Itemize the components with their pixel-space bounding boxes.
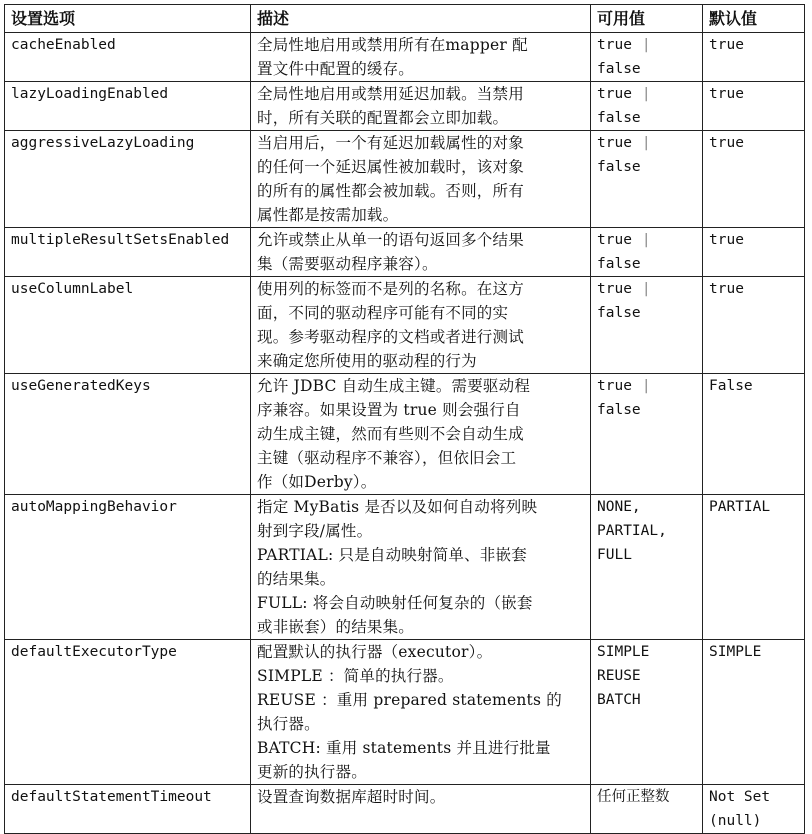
value-text: true xyxy=(597,135,632,151)
table-row xyxy=(5,82,805,131)
value-line xyxy=(597,252,696,276)
default-line: SIMPLE xyxy=(709,644,762,660)
description-line: 或非嵌套）的结果集。 xyxy=(257,618,415,636)
setting-values xyxy=(591,374,703,495)
value-separator: | xyxy=(641,281,651,297)
description-line: FULL: 将会自动映射任何复杂的（嵌套 xyxy=(257,594,533,612)
value-text: FULL xyxy=(597,547,632,563)
value-line xyxy=(597,785,696,809)
setting-description xyxy=(251,33,591,82)
settings-table xyxy=(4,4,805,834)
value-separator: | xyxy=(641,86,651,102)
description-line: 全局性地启用或禁用延迟加载。当禁用 xyxy=(257,85,524,103)
table-row xyxy=(5,640,805,785)
setting-description xyxy=(251,82,591,131)
value-text: NONE, xyxy=(597,499,641,515)
default-line: true xyxy=(709,135,744,151)
description-line: REUSE ：重用 prepared statements 的 xyxy=(257,691,562,709)
value-text: PARTIAL, xyxy=(597,523,667,539)
value-line xyxy=(597,131,696,155)
value-text: true xyxy=(597,232,632,248)
setting-values xyxy=(591,785,703,834)
table-row xyxy=(5,228,805,277)
setting-default xyxy=(703,277,805,374)
description-line: 置文件中配置的缓存。 xyxy=(257,60,415,78)
value-text: false xyxy=(597,159,641,175)
value-line xyxy=(597,33,696,57)
setting-description xyxy=(251,640,591,785)
description-line: 配置默认的执行器（executor）。 xyxy=(257,643,493,661)
value-text: BATCH xyxy=(597,692,641,708)
value-text: SIMPLE xyxy=(597,644,650,660)
description-line: 的结果集。 xyxy=(257,570,336,588)
value-text: true xyxy=(597,281,632,297)
setting-default xyxy=(703,785,805,834)
setting-values xyxy=(591,82,703,131)
setting-default xyxy=(703,82,805,131)
header-default: 默认值 xyxy=(703,5,805,33)
value-line xyxy=(597,277,696,301)
description-line: 当启用后，一个有延迟加载属性的对象 xyxy=(257,134,524,152)
setting-description xyxy=(251,131,591,228)
table-row xyxy=(5,374,805,495)
description-line: 作（如Derby）。 xyxy=(257,473,377,491)
description-line: SIMPLE ：简单的执行器。 xyxy=(257,667,454,685)
description-line: 允许 JDBC 自动生成主键。需要驱动程 xyxy=(257,377,531,395)
description-line: 集（需要驱动程序兼容）。 xyxy=(257,255,438,273)
setting-option: useColumnLabel xyxy=(5,277,251,374)
setting-description xyxy=(251,495,591,640)
setting-option: cacheEnabled xyxy=(5,33,251,82)
description-line: 动生成主键，然而有些则不会自动生成 xyxy=(257,425,524,443)
description-line: 允许或禁止从单一的语句返回多个结果 xyxy=(257,231,524,249)
value-text: true xyxy=(597,86,632,102)
table-row xyxy=(5,495,805,640)
default-line: False xyxy=(709,378,753,394)
description-line: 设置查询数据库超时时间。 xyxy=(257,788,446,806)
setting-option: defaultStatementTimeout xyxy=(5,785,251,834)
description-line: 指定 MyBatis 是否以及如何自动将列映 xyxy=(257,498,538,516)
default-line: true xyxy=(709,37,744,53)
setting-default xyxy=(703,640,805,785)
description-line: 主键（驱动程序不兼容），但依旧会工 xyxy=(257,449,517,467)
value-line xyxy=(597,57,696,81)
value-line xyxy=(597,398,696,422)
description-line: 使用列的标签而不是列的名称。在这方 xyxy=(257,280,524,298)
value-text: REUSE xyxy=(597,668,641,684)
setting-default xyxy=(703,495,805,640)
value-separator: | xyxy=(641,135,651,151)
setting-default xyxy=(703,374,805,495)
value-line xyxy=(597,664,696,688)
value-separator: | xyxy=(641,232,651,248)
setting-description xyxy=(251,228,591,277)
table-row xyxy=(5,785,805,834)
setting-option: useGeneratedKeys xyxy=(5,374,251,495)
setting-default xyxy=(703,33,805,82)
header-option: 设置选项 xyxy=(5,5,251,33)
setting-description xyxy=(251,374,591,495)
value-line xyxy=(597,155,696,179)
value-text: false xyxy=(597,402,641,418)
value-text: false xyxy=(597,61,641,77)
value-text: 任何正整数 xyxy=(597,789,670,805)
header-row xyxy=(5,5,805,33)
value-text: true xyxy=(597,37,632,53)
setting-values xyxy=(591,640,703,785)
description-line: 来确定您所使用的驱动程的行为 xyxy=(257,352,477,370)
description-line: 时，所有关联的配置都会立即加载。 xyxy=(257,109,509,127)
setting-values xyxy=(591,228,703,277)
value-separator: | xyxy=(641,37,651,53)
description-line: PARTIAL: 只是自动映射简单、非嵌套 xyxy=(257,546,527,564)
setting-option: lazyLoadingEnabled xyxy=(5,82,251,131)
value-line xyxy=(597,82,696,106)
setting-description xyxy=(251,277,591,374)
table-row xyxy=(5,131,805,228)
default-line: true xyxy=(709,281,744,297)
header-description: 描述 xyxy=(251,5,591,33)
value-line xyxy=(597,688,696,712)
description-line: BATCH: 重用 statements 并且进行批量 xyxy=(257,739,551,757)
value-line xyxy=(597,640,696,664)
value-line xyxy=(597,519,696,543)
default-line: true xyxy=(709,232,744,248)
description-line: 面，不同的驱动程序可能有不同的实 xyxy=(257,304,509,322)
default-line: Not Set xyxy=(709,789,771,805)
description-line: 射到字段/属性。 xyxy=(257,522,373,540)
value-line xyxy=(597,543,696,567)
description-line: 执行器。 xyxy=(257,715,320,733)
table-row xyxy=(5,277,805,374)
setting-values xyxy=(591,277,703,374)
value-text: true xyxy=(597,378,632,394)
default-line: true xyxy=(709,86,744,102)
setting-option: aggressiveLazyLoading xyxy=(5,131,251,228)
setting-values xyxy=(591,131,703,228)
description-line: 现。参考驱动程序的文档或者进行测试 xyxy=(257,328,524,346)
value-line xyxy=(597,495,696,519)
description-line: 更新的执行器。 xyxy=(257,763,367,781)
setting-default xyxy=(703,131,805,228)
default-line: PARTIAL xyxy=(709,499,771,515)
value-line xyxy=(597,106,696,130)
setting-values xyxy=(591,33,703,82)
value-line xyxy=(597,374,696,398)
setting-option: defaultExecutorType xyxy=(5,640,251,785)
setting-values xyxy=(591,495,703,640)
value-text: false xyxy=(597,110,641,126)
setting-option: autoMappingBehavior xyxy=(5,495,251,640)
setting-default xyxy=(703,228,805,277)
value-text: false xyxy=(597,305,641,321)
description-line: 属性都是按需加载。 xyxy=(257,206,399,224)
table-row xyxy=(5,33,805,82)
description-line: 序兼容。如果设置为 true 则会强行自 xyxy=(257,401,521,419)
header-values: 可用值 xyxy=(591,5,703,33)
value-text: false xyxy=(597,256,641,272)
default-line: (null) xyxy=(709,813,762,829)
setting-option: multipleResultSetsEnabled xyxy=(5,228,251,277)
description-line: 的任何一个延迟属性被加载时，该对象 xyxy=(257,158,524,176)
setting-description xyxy=(251,785,591,834)
value-separator: | xyxy=(641,378,651,394)
value-line xyxy=(597,228,696,252)
description-line: 的所有的属性都会被加载。否则，所有 xyxy=(257,182,524,200)
description-line: 全局性地启用或禁用所有在mapper 配 xyxy=(257,36,528,54)
value-line xyxy=(597,301,696,325)
